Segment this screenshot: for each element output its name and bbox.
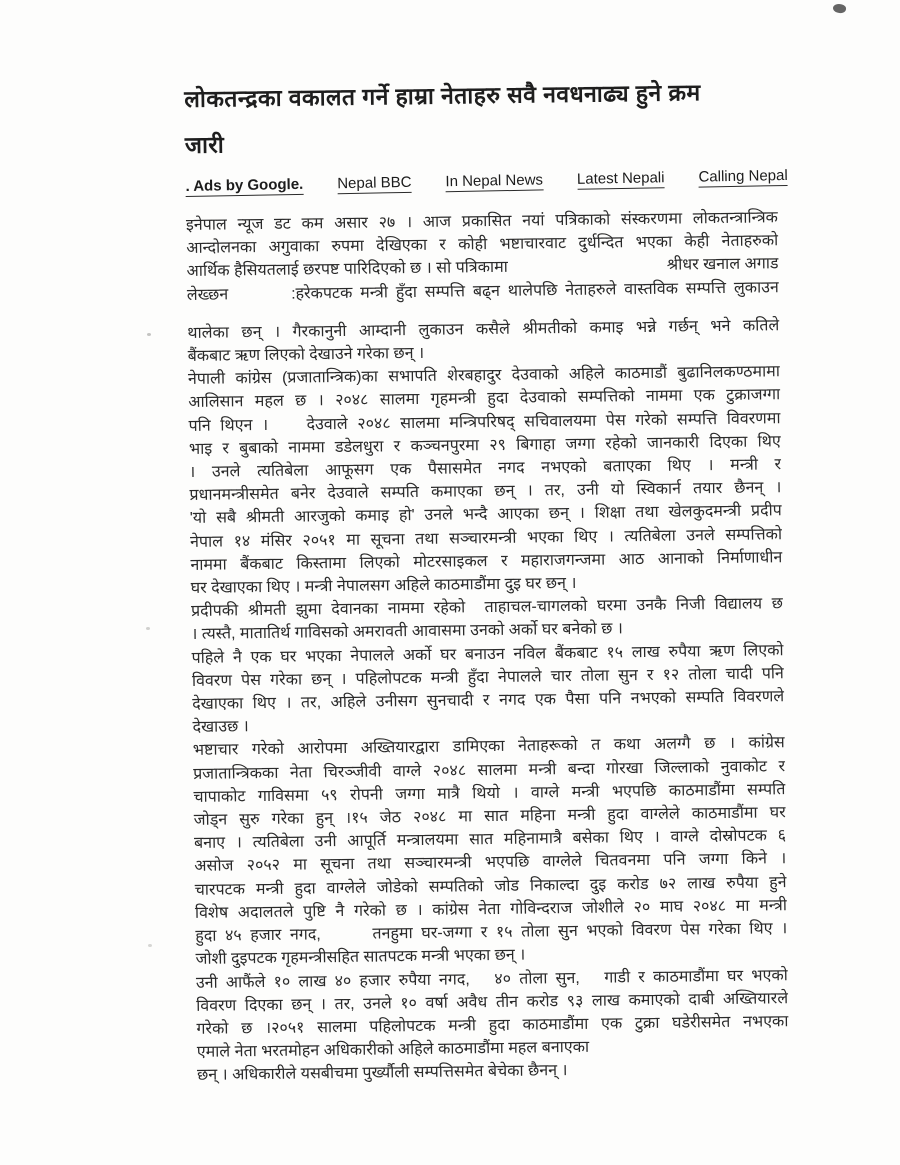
text-segment: श्रीधर खनाल अगाड bbox=[666, 255, 779, 275]
text-line: पहिले नै एक घर भएका नेपालले अर्को घर बनाउन नविल बैंकबाट १५ लाख रुपैया ऋण लिएको bbox=[191, 641, 784, 667]
text-line: असोज २०५२ मा सूचना तथा सञ्चारमन्त्री भएपछि वाग्लेले चितवनमा पनि जग्गा किने । bbox=[194, 850, 787, 876]
text-line: बनाए । त्यतिबेला उनी आपूर्ति मन्त्रालयमा सात महिनामात्रै बसेका थिए । वाग्ले दोस्रोपटक ६ bbox=[193, 827, 787, 853]
text-line: विवरण दिएका छन् । तर, उनले १० वर्षा अवैध तीन करोड ९३ लाख कमाएको दाबी अख्तियारले bbox=[196, 989, 789, 1015]
text-line: देखाएका थिए । तर, अहिले उनीसग सुनचादी र नगद एक पैसा पनि नभएको सम्पति विवरणले bbox=[192, 688, 785, 714]
text-line: चापाकोट गाविसमा ५९ रोपनी जग्गा मात्रै थियो । वाग्ले मन्त्री भएपछि काठमाडौंमा सम्पति bbox=[193, 781, 786, 806]
text-line: नाममा बैंकबाट किस्तामा लिएको मोटरसाइकल र महाराजगन्जमा आठ आनाको निर्माणाधीन bbox=[190, 549, 783, 574]
text-line: भाइ र बुबाको नाममा डडेलधुरा र कञ्चनपुरमा २९ बिगाहा जग्गा रहेको जानकारी दिएका थिए bbox=[188, 433, 781, 458]
text-line: प्रदीपकी श्रीमती झुमा देवानका नाममा रहेको ताहाचल-चागलको घरमा उनकै निजी विद्यालय छ bbox=[190, 595, 784, 621]
text-line: छन् । अधिकारीले यसबीचमा पुर्ख्यौली सम्पत्तिसमेत बेचेका छैनन् । bbox=[196, 1062, 568, 1085]
text-line: विशेष अदालतले पुष्टि नै गरेको छ । कांग्रेस नेता गोविन्दराज जोशीले २० माघ २०४८ मा मन्त्री bbox=[194, 897, 788, 922]
text-line: जोशी दुइपटक गृहमन्त्रीसहित सातपटक मन्त्री भएका छन् । bbox=[195, 946, 526, 969]
text-line: इनेपाल न्यूज डट कम असार २७ । आज प्रकासित नयां पत्रिकाको संस्करणमा लोकतन्त्रान्त्रिक bbox=[185, 209, 779, 234]
text-line: नेपाल १४ मंसिर २०५१ मा सूचना तथा सञ्चारमन्त्री भएका थिए । त्यतिबेला उनले सम्पत्तिको bbox=[189, 525, 783, 551]
text-line: प्रजातान्त्रिकका नेता चिरञ्जीवी वाग्ले २०४८ सालमा मन्त्री बन्दा गोरखा जिल्लाको नुवाकोट र bbox=[193, 757, 786, 783]
links-row bbox=[185, 166, 788, 197]
scan-artifact-mark bbox=[832, 3, 847, 15]
link-in-nepal-news[interactable]: In Nepal News bbox=[445, 171, 544, 191]
text-line: आलिसान महल छ । २०४८ सालमा गृहमन्त्री हुदा देउवाको सम्पत्तिको नाममा एक टुक्राजग्गा bbox=[188, 386, 781, 412]
text-line: प्रधानमन्त्रीसमेत बनेर देउवाले सम्पति कमाएका छन् । तर, उनी यो स्विकार्न तयार छैनन् । bbox=[189, 479, 782, 505]
link-calling-nepal[interactable]: Calling Nepal bbox=[698, 166, 788, 186]
text-line: । उनले त्यतिबेला आफूसग एक पैसासमेत नगद नभएको बताएका थिए । मन्त्री र bbox=[189, 456, 782, 481]
article-title-line-2: जारी bbox=[184, 131, 225, 158]
text-line: नेपाली कांग्रेस (प्रजातान्त्रिक)का सभापति शेरबहादुर देउवाको अहिले काठमाडौं बुढानिलकण्ठमामा bbox=[187, 363, 781, 389]
text-line: आन्दोलनका अगुवाका रुपमा देखिएका र कोही भष्टाचारवाट दुर्धन्दित भएका केही नेताहरुको bbox=[186, 232, 779, 258]
text-line: देखाउछ । bbox=[192, 718, 249, 737]
article-title bbox=[184, 68, 777, 168]
text-line: थालेका छन् । गैरकानुनी आम्दानी लुकाउन कसैले श्रीमतीको कमाइ भन्ने गर्छन् भने कतिले bbox=[187, 317, 780, 342]
text-line: पनि थिएन । देउवाले २०४८ सालमा मन्त्रिपरिषद् सचिवालयमा पेस गरेको सम्पत्ति विवरणमा bbox=[188, 409, 781, 435]
text-line: एमाले नेता भरतमोहन अधिकारीको अहिले काठमाडौंमा महल बनाएका bbox=[196, 1038, 590, 1062]
text-line: । त्यस्तै, मातातिर्थ गाविसको अमरावती आवासमा उनको अर्को घर बनेको छ । bbox=[191, 620, 624, 644]
text-line: हुदा ४५ हजार नगद, तनहुमा घर-जग्गा र १५ तोला सुन भएको विवरण पेस गरेका थिए । bbox=[195, 920, 788, 946]
text-line: चारपटक मन्त्री हुदा वाग्लेले जोडेको सम्पतिको जोड निकाल्दा दुइ करोड ७२ लाख रुपैया हुने bbox=[194, 873, 787, 899]
link-ads-by-google[interactable]: . Ads by Google. bbox=[185, 175, 304, 195]
text-line: घर देखाएका थिए । मन्त्री नेपालसग अहिले काठमाडौंमा दुइ घर छन् । bbox=[190, 574, 577, 598]
scan-speck bbox=[148, 944, 152, 947]
text-line: उनी आफैंले १० लाख ४० हजार रुपैया नगद, ४० तोला सुन, गाडी र काठमाडौंमा घर भएको bbox=[195, 966, 788, 992]
text-segment: आर्थिक हैसियतलाई छरपष्ट पारिदिएको छ । सो पत्रिकामा bbox=[186, 259, 508, 281]
text-line: लेख्छन :हरेकपटक मन्त्री हुँदा सम्पत्ति बढ्न थालेपछि नेताहरुले वास्तविक सम्पत्ति लुकाउन bbox=[186, 278, 779, 304]
article-body bbox=[186, 206, 789, 1087]
text-line: 'यो सबै श्रीमती आरजुको कमाइ हो' उनले भन्दै आएका छन् । शिक्षा तथा खेलकुदमन्त्री प्रदीप bbox=[189, 502, 782, 528]
text-line: जोड्न सुरु गरेका हुन् ।१५ जेठ २०४८ मा सात महिना मन्त्री हुदा वाग्लेले काठमाडौंमा घर bbox=[193, 804, 786, 830]
scan-speck bbox=[147, 333, 151, 336]
link-latest-nepali[interactable]: Latest Nepali bbox=[576, 169, 665, 188]
text-line: विवरण पेस गरेका छन् । पहिलोपटक मन्त्री हुँदा नेपालले चार तोला सुन र १२ तोला चादी पनि bbox=[191, 665, 784, 690]
text-line: भष्टाचार गरेको आरोपमा अख्तियारद्वारा डामिएका नेताहरूको त कथा अलग्गै छ । कांग्रेस bbox=[192, 734, 785, 760]
link-nepal-bbc[interactable]: Nepal BBC bbox=[337, 173, 412, 193]
scan-speck bbox=[146, 627, 150, 630]
text-line: गरेको छ ।२०५१ सालमा पहिलोपटक मन्त्री हुदा काठमाडौंमा एक टुक्रा घडेरीसमेत नभएका bbox=[196, 1013, 789, 1038]
text-line: बैंकबाट ऋण लिएको देखाउने गरेका छन् । bbox=[187, 344, 425, 365]
article-title-line-1: लोकतन्द्रका वकालत गर्ने हाम्रा नेताहरु सवै नवधनाढ्य हुने क्रम bbox=[184, 79, 701, 112]
document-content bbox=[184, 68, 789, 1087]
